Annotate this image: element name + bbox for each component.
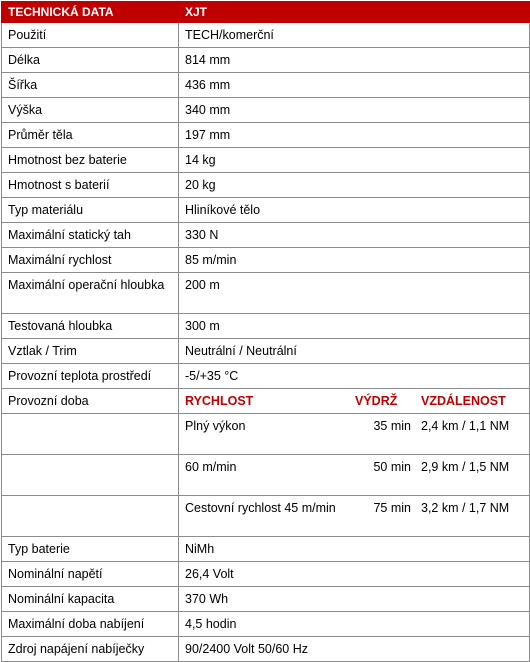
operation-speed: 60 m/min	[185, 460, 237, 474]
operation-cell	[179, 496, 530, 537]
table-row	[2, 612, 530, 637]
row-label: Vztlak / Trim	[2, 339, 179, 364]
operation-cell	[179, 455, 530, 496]
table-row	[2, 123, 530, 148]
operation-distance: 2,4 km / 1,1 NM	[421, 419, 510, 433]
operation-distance-header: VZDÁLENOST	[421, 394, 506, 408]
row-value: 370 Wh	[179, 587, 530, 612]
row-label: Výška	[2, 98, 179, 123]
table-row	[2, 198, 530, 223]
table-row	[2, 637, 530, 662]
row-label: Typ baterie	[2, 537, 179, 562]
row-value: 814 mm	[179, 48, 530, 73]
table-row	[2, 223, 530, 248]
table-row	[2, 364, 530, 389]
row-value: 300 m	[179, 314, 530, 339]
row-value: TECH/komerční	[179, 23, 530, 48]
row-value: 330 N	[179, 223, 530, 248]
row-label: Maximální doba nabíjení	[2, 612, 179, 637]
row-label: Použití	[2, 23, 179, 48]
operation-empty-cell	[2, 496, 179, 537]
table-row	[2, 48, 530, 73]
row-label: Testovaná hloubka	[2, 314, 179, 339]
table-row	[2, 98, 530, 123]
operation-speed: Plný výkon	[185, 419, 246, 433]
row-value: 340 mm	[179, 98, 530, 123]
table-row	[2, 173, 530, 198]
table-row	[2, 339, 530, 364]
row-label: Nominální napětí	[2, 562, 179, 587]
operation-empty-cell	[2, 455, 179, 496]
row-label: Zdroj napájení nabíječky	[2, 637, 179, 662]
row-label: Provozní teplota prostředí	[2, 364, 179, 389]
table-header-row	[2, 2, 530, 23]
operation-row	[2, 496, 530, 537]
operation-endurance: 50 min	[373, 460, 411, 474]
row-label: Nominální kapacita	[2, 587, 179, 612]
table-row	[2, 73, 530, 98]
table-row	[2, 537, 530, 562]
operation-distance: 2,9 km / 1,5 NM	[421, 460, 510, 474]
table-row	[2, 562, 530, 587]
operation-endurance-header: VÝDRŽ	[355, 394, 398, 408]
row-label: Maximální operační hloubka	[2, 273, 179, 314]
table-row	[2, 148, 530, 173]
operation-empty-cell	[2, 414, 179, 455]
table-row	[2, 23, 530, 48]
operation-subheader	[179, 389, 530, 414]
row-label: Maximální statický tah	[2, 223, 179, 248]
operation-endurance: 75 min	[373, 501, 411, 515]
operation-speed: Cestovní rychlost 45 m/min	[185, 501, 336, 515]
row-value: 197 mm	[179, 123, 530, 148]
row-value: 90/2400 Volt 50/60 Hz	[179, 637, 530, 662]
table-row	[2, 273, 530, 314]
operation-distance: 3,2 km / 1,7 NM	[421, 501, 510, 515]
row-label: Maximální rychlost	[2, 248, 179, 273]
operation-endurance: 35 min	[373, 419, 411, 433]
row-label: Hmotnost bez baterie	[2, 148, 179, 173]
operation-row	[2, 455, 530, 496]
row-value: Hliníkové tělo	[179, 198, 530, 223]
row-value: 4,5 hodin	[179, 612, 530, 637]
row-label: Hmotnost s baterií	[2, 173, 179, 198]
header-col-model: XJT	[179, 2, 530, 23]
table-row	[2, 248, 530, 273]
row-value: Neutrální / Neutrální	[179, 339, 530, 364]
row-value: 26,4 Volt	[179, 562, 530, 587]
row-label: Délka	[2, 48, 179, 73]
operation-speed-header: RYCHLOST	[185, 394, 254, 408]
header-col-label: TECHNICKÁ DATA	[2, 2, 179, 23]
row-value: 14 kg	[179, 148, 530, 173]
row-label: Průměr těla	[2, 123, 179, 148]
operation-label: Provozní doba	[2, 389, 179, 414]
row-label: Typ materiálu	[2, 198, 179, 223]
row-value: 85 m/min	[179, 248, 530, 273]
row-value: -5/+35 °C	[179, 364, 530, 389]
row-value: 436 mm	[179, 73, 530, 98]
operation-row	[2, 414, 530, 455]
table-row	[2, 587, 530, 612]
operation-header-row	[2, 389, 530, 414]
row-value: 20 kg	[179, 173, 530, 198]
row-label: Šířka	[2, 73, 179, 98]
row-value: NiMh	[179, 537, 530, 562]
spec-table	[1, 1, 530, 662]
table-row	[2, 314, 530, 339]
row-value: 200 m	[179, 273, 530, 314]
operation-cell	[179, 414, 530, 455]
